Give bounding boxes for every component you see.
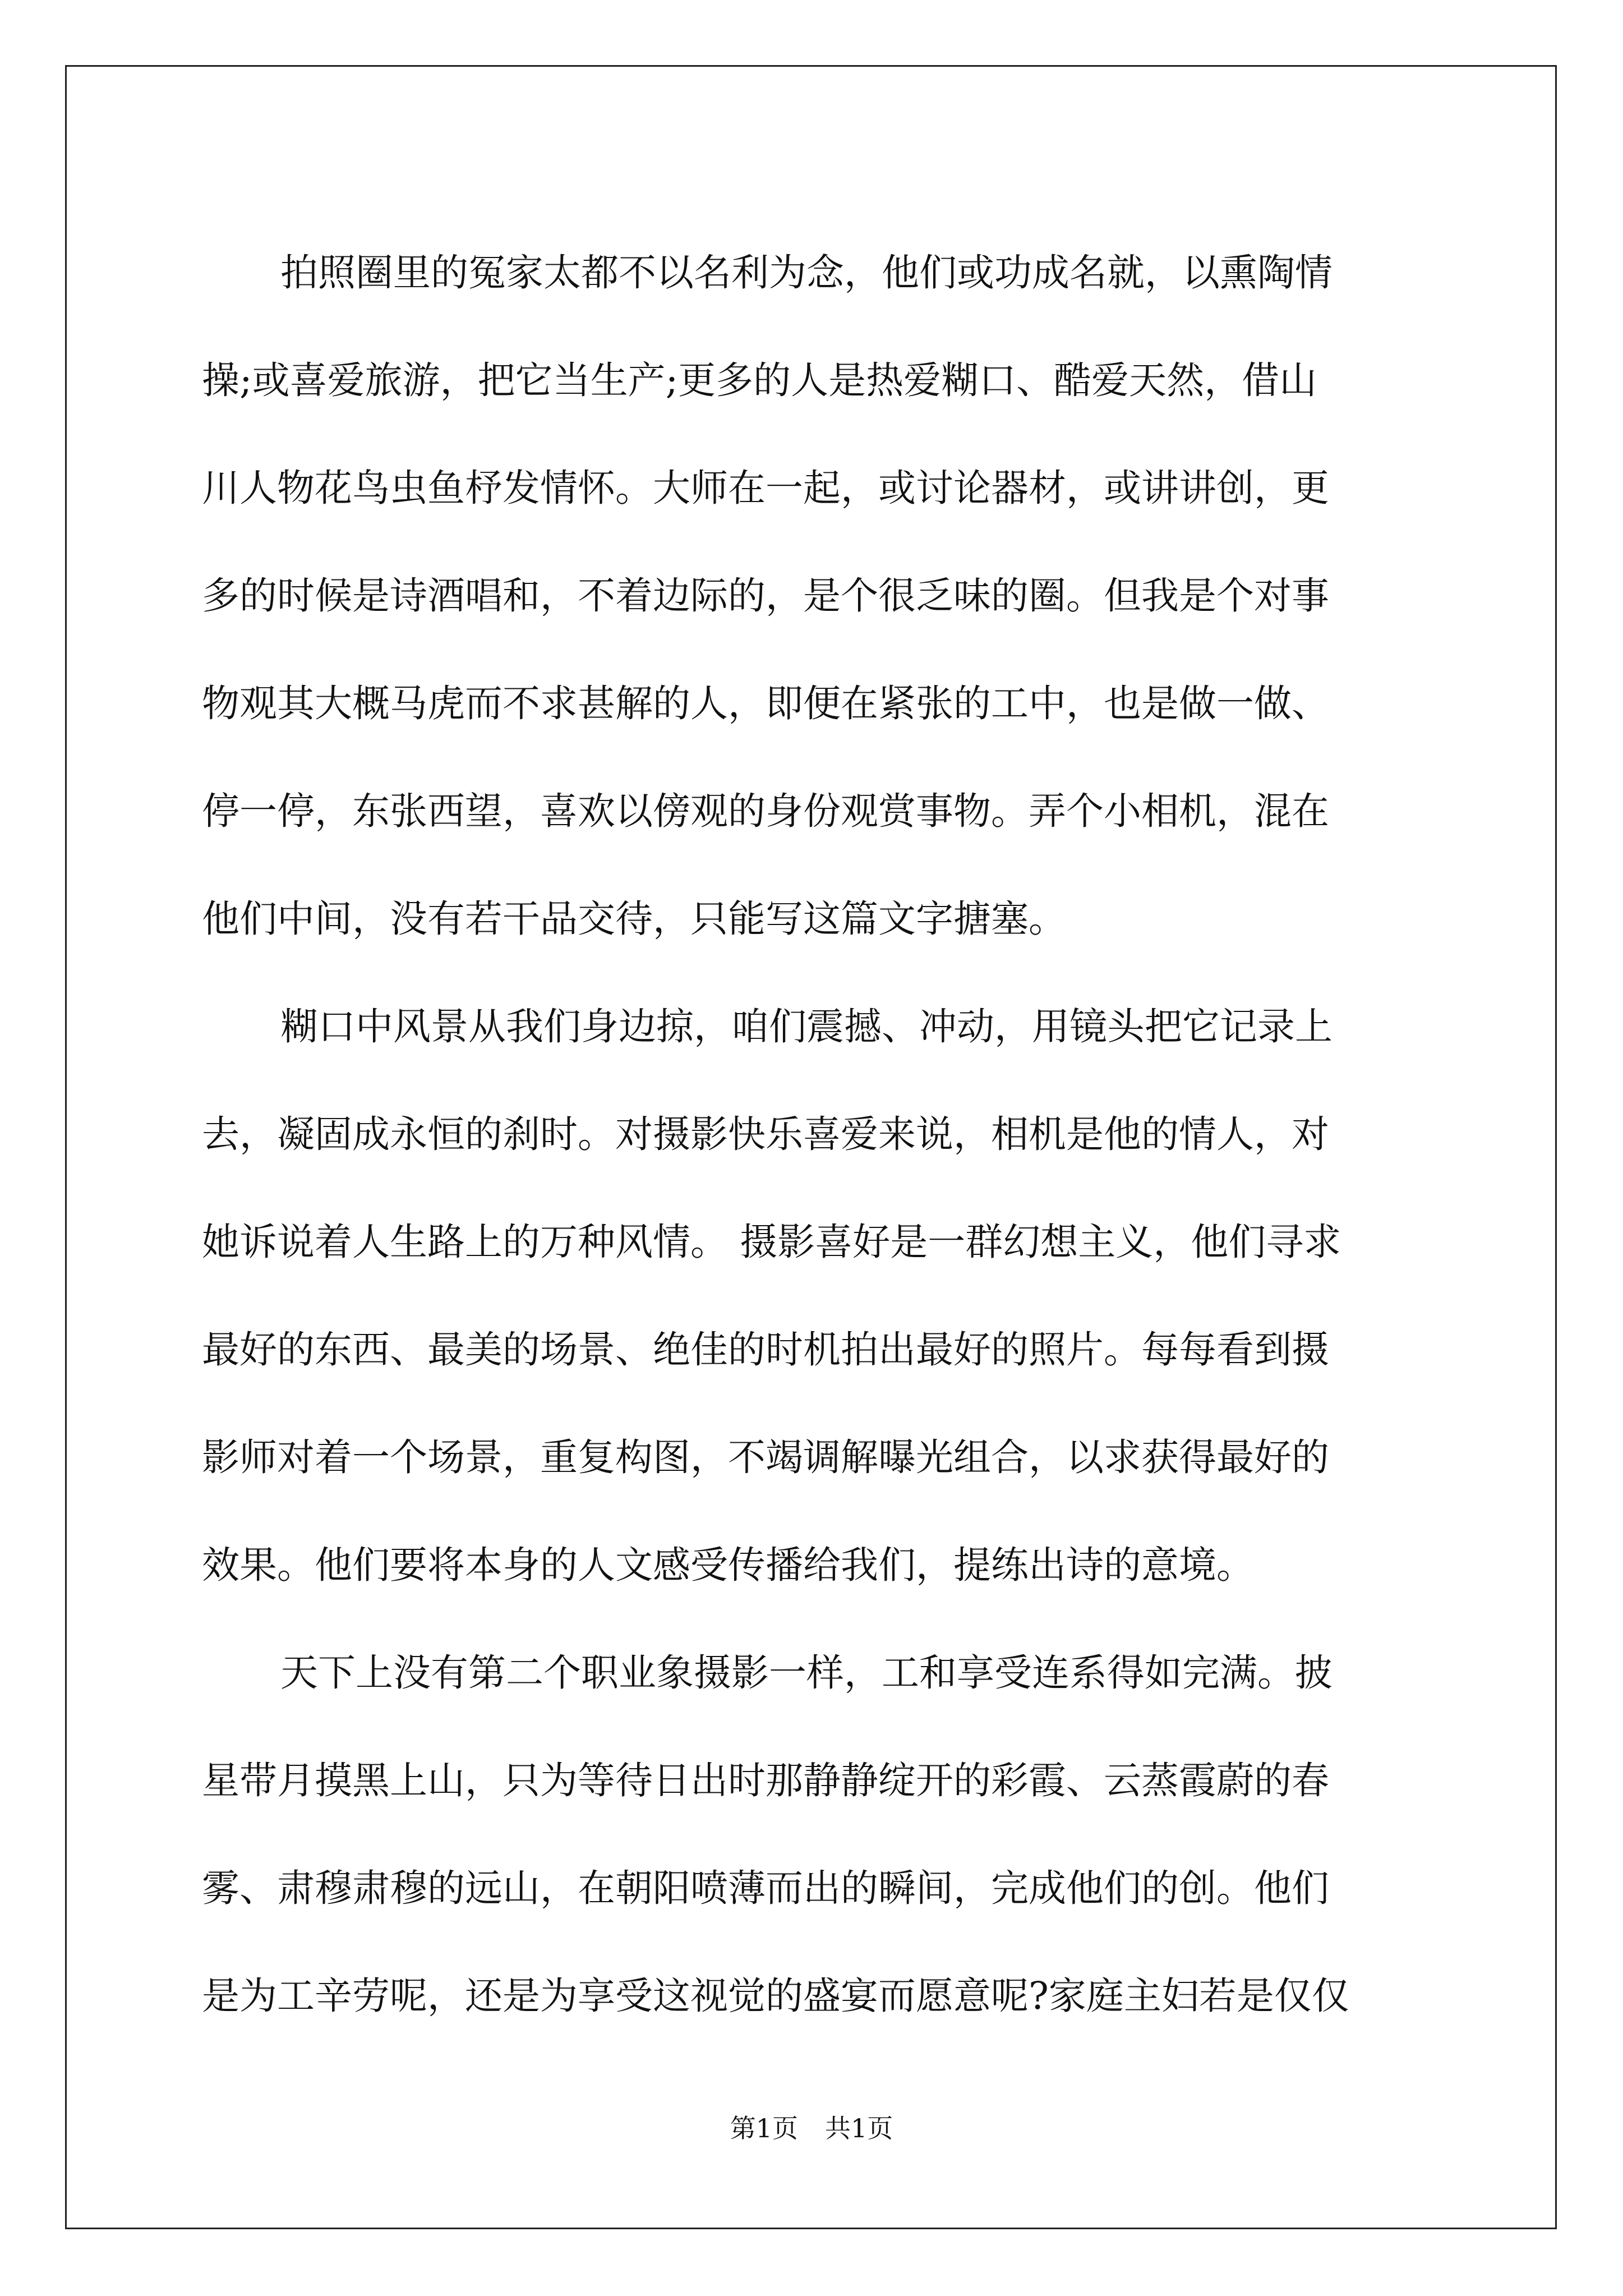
line-text: 操;或喜爱旅游，把它当生产;更多的人是热爱糊口、酷爱天然，借山 [202, 358, 1317, 402]
line-text: 雾、肃穆肃穆的远山，在朝阳喷薄而出的瞬间，完成他们的创。他们 [202, 1866, 1329, 1910]
line-text: 她诉说着人生路上的万种风情。 摄影喜好是一群幻想主义，他们寻求 [202, 1220, 1341, 1264]
text-line [202, 1296, 1424, 1404]
text-line [202, 1834, 1424, 1942]
text-line [202, 1619, 1424, 1727]
text-line [202, 757, 1424, 865]
text-line [202, 1188, 1424, 1296]
line-text: 星带月摸黑上山，只为等待日出时那静静绽开的彩霞、云蒸霞蔚的春 [202, 1759, 1329, 1802]
text-line [202, 326, 1424, 434]
line-text: 物观其大概马虎而不求甚解的人，即便在紧张的工中，也是做一做、 [202, 682, 1329, 725]
text-line [202, 1404, 1424, 1511]
line-text: 是为工辛劳呢，还是为享受这视觉的盛宴而愿意呢?家庭主妇若是仅仅 [202, 1974, 1349, 2018]
text-line [202, 865, 1424, 973]
text-line [202, 1942, 1424, 2050]
text-line [202, 650, 1424, 757]
line-text: 糊口中风景从我们身边掠，咱们震撼、冲动，用镜头把它记录上 [280, 1005, 1332, 1048]
line-text: 多的时候是诗酒唱和，不着边际的，是个很乏味的圈。但我是个对事 [202, 574, 1329, 618]
text-line [202, 219, 1424, 326]
page-total: 共1页 [825, 2113, 893, 2143]
line-text: 拍照圈里的冤家太都不以名利为念，他们或功成名就，以熏陶情 [280, 251, 1332, 295]
line-text: 去，凝固成永恒的刹时。对摄影快乐喜爱来说，相机是他的情人，对 [202, 1112, 1329, 1156]
text-line [202, 542, 1424, 650]
document-body [202, 219, 1424, 2050]
line-text: 停一停，东张西望，喜欢以傍观的身份观赏事物。弄个小相机，混在 [202, 789, 1329, 833]
line-text: 影师对着一个场景，重复构图，不竭调解曝光组合，以求获得最好的 [202, 1435, 1329, 1479]
text-line [202, 1080, 1424, 1188]
text-line [202, 1511, 1424, 1619]
page-footer [0, 2108, 1623, 2145]
line-text: 最好的东西、最美的场景、绝佳的时机拍出最好的照片。每每看到摄 [202, 1328, 1329, 1372]
text-line [202, 434, 1424, 542]
line-text: 效果。他们要将本身的人文感受传播给我们，提练出诗的意境。 [202, 1543, 1254, 1587]
line-text: 他们中间，没有若干品交待，只能写这篇文字搪塞。 [202, 897, 1066, 941]
page-number: 第1页 [730, 2113, 798, 2143]
line-text: 天下上没有第二个职业象摄影一样，工和享受连系得如完满。披 [280, 1651, 1332, 1695]
text-line [202, 973, 1424, 1080]
line-text: 川人物花鸟虫鱼杼发情怀。大师在一起，或讨论器材，或讲讲创，更 [202, 466, 1329, 510]
text-line [202, 1727, 1424, 1834]
